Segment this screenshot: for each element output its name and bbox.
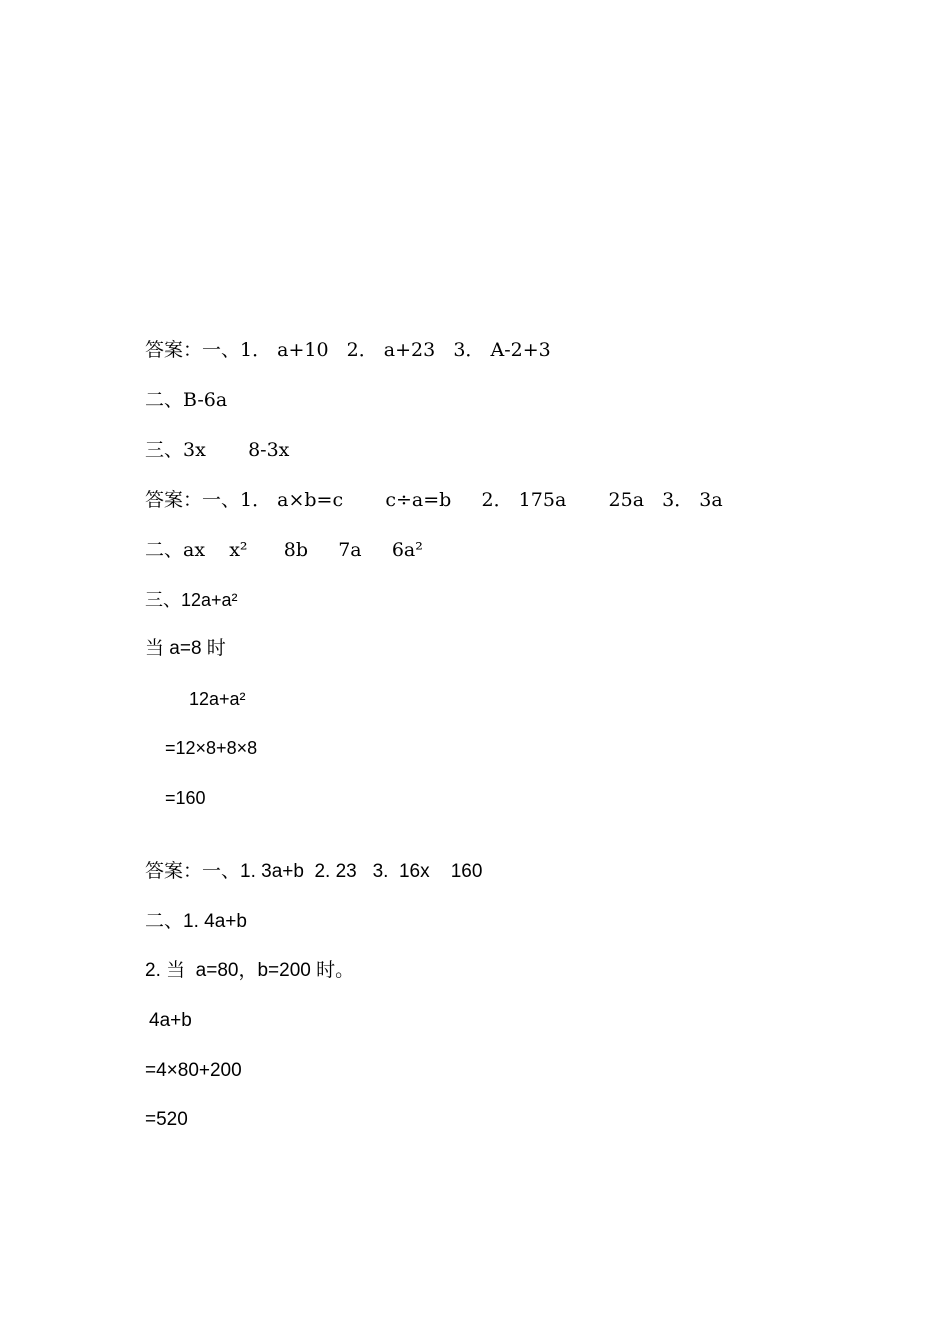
answer-block2-line4: 当 a=8 时 [145, 638, 226, 659]
answer-block2-line1: 答案：一、1． a×b=c c÷a=b 2． 175a 25a 3． 3a [145, 489, 723, 511]
answer-block1-line1: 答案：一、1． a+10 2． a+23 3． A-2+3 [145, 339, 551, 361]
answer-block2-line2: 二、ax x² 8b 7a 6a² [145, 539, 423, 561]
answer-block2-line6: =12×8+8×8 [165, 738, 258, 758]
answer-block3-line6: =520 [145, 1109, 188, 1130]
answer-block3-line4: 4a+b [149, 1010, 192, 1031]
answer-block3-line3: 2. 当 a=80，b=200 时。 [145, 960, 355, 981]
answer-block3-line2: 二、1. 4a+b [145, 911, 247, 932]
answer-block2-line3: 三、12a+a² [145, 590, 238, 610]
answer-block3-line1: 答案：一、1. 3a+b 2. 23 3. 16x 160 [145, 861, 483, 882]
answer-block2-line7: =160 [165, 788, 206, 808]
answer-block3-line5: =4×80+200 [145, 1060, 242, 1081]
answer-block1-line2: 二、B-6a [145, 389, 228, 411]
answer-block1-line3: 三、3x 8-3x [145, 439, 290, 461]
answer-block2-line5: 12a+a² [189, 689, 246, 709]
